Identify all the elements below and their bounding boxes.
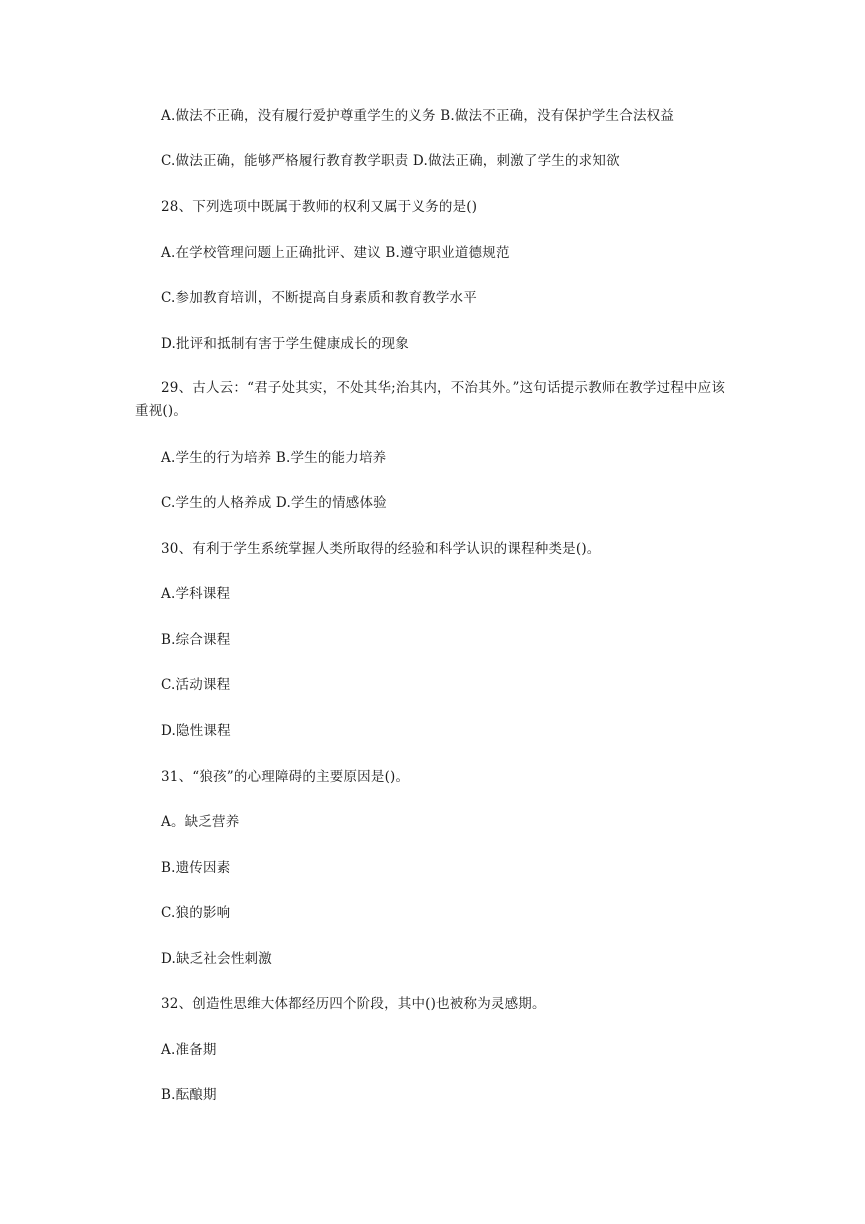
option-32-b: B.酝酿期 [161,1087,217,1103]
option-30-a: A.学科课程 [161,586,231,602]
question-31: 31、“狼孩”的心理障碍的主要原因是()。 [161,769,410,785]
question-30: 30、有利于学生系统掌握人类所取得的经验和科学认识的课程种类是()。 [161,541,601,557]
option-30-c: C.活动课程 [161,677,231,693]
option-line-29-ab: A.学生的行为培养 B.学生的能力培养 [161,450,387,466]
option-line-29-cd: C.学生的人格养成 D.学生的情感体验 [161,495,387,511]
option-31-a: A。缺乏营养 [161,814,240,830]
option-31-c: C.狼的影响 [161,905,231,921]
question-28: 28、下列选项中既属于教师的权利又属于义务的是() [161,199,478,215]
option-line-27-cd: C.做法正确，能够严格履行教育教学职责 D.做法正确，刺激了学生的求知欲 [161,153,620,169]
option-30-b: B.综合课程 [161,632,231,648]
option-30-d: D.隐性课程 [161,723,231,739]
question-29: 29、古人云：“君子处其实，不处其华;治其内，不治其外。”这句话提示教师在教学过程中应该重视()。 [135,380,726,419]
option-line-28-ab: A.在学校管理问题上正确批评、建议 B.遵守职业道德规范 [161,245,510,261]
option-31-b: B.遗传因素 [161,860,231,876]
question-32: 32、创造性思维大体都经历四个阶段，其中()也被称为灵感期。 [161,996,546,1012]
option-32-a: A.准备期 [161,1042,217,1058]
option-line-28-d: D.批评和抵制有害于学生健康成长的现象 [161,336,409,352]
option-31-d: D.缺乏社会性刺激 [161,951,272,967]
option-line-27-ab: A.做法不正确，没有履行爱护尊重学生的义务 B.做法不正确，没有保护学生合法权益 [161,108,675,124]
option-line-28-c: C.参加教育培训，不断提高自身素质和教育教学水平 [161,290,477,306]
